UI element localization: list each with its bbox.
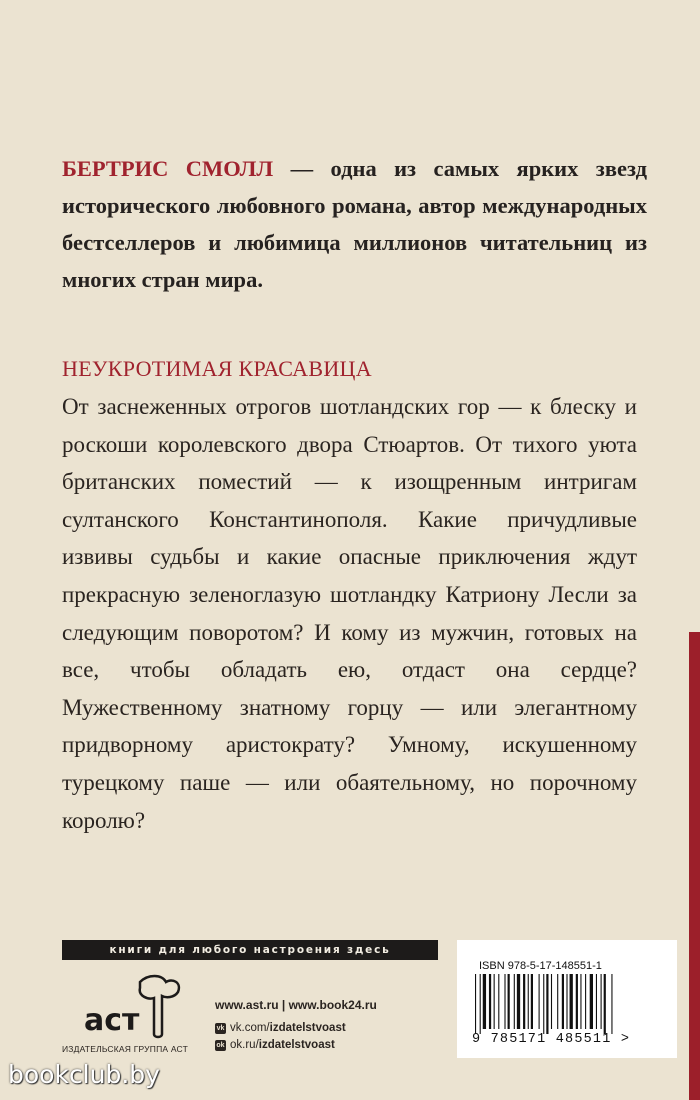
barcode-bar bbox=[504, 974, 505, 1029]
vk-icon: vk bbox=[216, 1024, 225, 1032]
barcode-bar bbox=[494, 974, 495, 1029]
barcode-bar bbox=[611, 974, 612, 1034]
barcode-bar bbox=[604, 974, 606, 1034]
barcode-bar bbox=[531, 974, 533, 1029]
barcode-bar bbox=[514, 974, 515, 1029]
barcode-bar bbox=[475, 974, 476, 1034]
ok-handle: izdatelstvoast bbox=[258, 1039, 335, 1051]
barcode-bar bbox=[557, 974, 558, 1029]
book-title: НЕУКРОТИМАЯ КРАСАВИЦА bbox=[62, 356, 372, 381]
watermark: bookclub.by bbox=[8, 1060, 160, 1089]
barcode-panel bbox=[457, 940, 677, 1058]
barcode-bar bbox=[580, 974, 581, 1029]
barcode-bar bbox=[566, 974, 567, 1029]
barcode-bar bbox=[528, 974, 529, 1029]
barcode-bar bbox=[543, 974, 544, 1034]
barcode-bar bbox=[489, 974, 491, 1029]
barcode-bar bbox=[508, 974, 510, 1029]
publisher-tagline: книги для любого настроения здесь bbox=[62, 940, 438, 960]
barcode-bar bbox=[483, 974, 486, 1029]
logo-text: аст bbox=[84, 1003, 140, 1038]
barcode-bar bbox=[590, 974, 593, 1029]
blurb-text: От заснеженных отрогов шотландских гор — к блеску и роскоши королевского двора Стюартов. От тихого уюта британских поместий — к изощренным интригам султанского Константинополя. Какие причудливые извивы судьбы и какие опасные приключения ждут прекрасную зеленоглазую шотландку Катриону Лесли за следующим поворотом? И кому из мужчин, готовых на все, чтобы обладать ею, отдаст она сердце? Мужественному знатному горцу — или элегантному придворному аристократу? Умному, искушенному турецкому паше — или обаятельному, но порочному королю? bbox=[62, 394, 637, 833]
logo-caption: ИЗДАТЕЛЬСКАЯ ГРУППА АСТ bbox=[62, 1044, 188, 1054]
barcode-bar bbox=[576, 974, 578, 1029]
barcode-bar bbox=[551, 974, 552, 1029]
barcode-bar bbox=[596, 974, 597, 1029]
ast-logo-icon bbox=[62, 968, 202, 1044]
barcode-bar bbox=[539, 974, 540, 1029]
author-name: БЕРТРИС СМОЛЛ bbox=[62, 156, 274, 181]
ok-prefix: ok.ru/ bbox=[230, 1039, 259, 1051]
book-blurb bbox=[62, 388, 637, 839]
logo-cross-shape bbox=[140, 976, 179, 1037]
barcode-bar bbox=[523, 974, 525, 1029]
isbn-number: ISBN 978-5-17-148551-1 bbox=[479, 960, 602, 972]
ok-icon: ok bbox=[216, 1041, 225, 1049]
barcode-bar bbox=[498, 974, 499, 1029]
vk-handle: izdatelstvoast bbox=[269, 1022, 346, 1034]
barcode-bar bbox=[562, 974, 564, 1029]
website-links[interactable]: www.ast.ru | www.book24.ru bbox=[215, 998, 377, 1012]
spine-accent-strip bbox=[689, 632, 700, 1100]
vk-link[interactable] bbox=[215, 1022, 346, 1034]
author-bio bbox=[62, 150, 647, 298]
barcode-bar bbox=[570, 974, 573, 1029]
barcode-digits: 9 785171 485511 > bbox=[472, 1032, 631, 1047]
barcode-bar bbox=[480, 974, 481, 1034]
vk-prefix: vk.com/ bbox=[230, 1022, 270, 1034]
barcode-bar bbox=[601, 974, 602, 1029]
barcode-graphic bbox=[475, 974, 659, 1034]
ok-link[interactable] bbox=[215, 1039, 335, 1051]
barcode-bar bbox=[546, 974, 548, 1034]
author-bio-text: — одна из самых ярких звезд исторического любовного романа, автор международных бестселлеров и любимица миллионов читательниц из многих стран мира. bbox=[62, 156, 647, 292]
barcode-bar bbox=[585, 974, 586, 1029]
barcode-bar bbox=[517, 974, 520, 1029]
